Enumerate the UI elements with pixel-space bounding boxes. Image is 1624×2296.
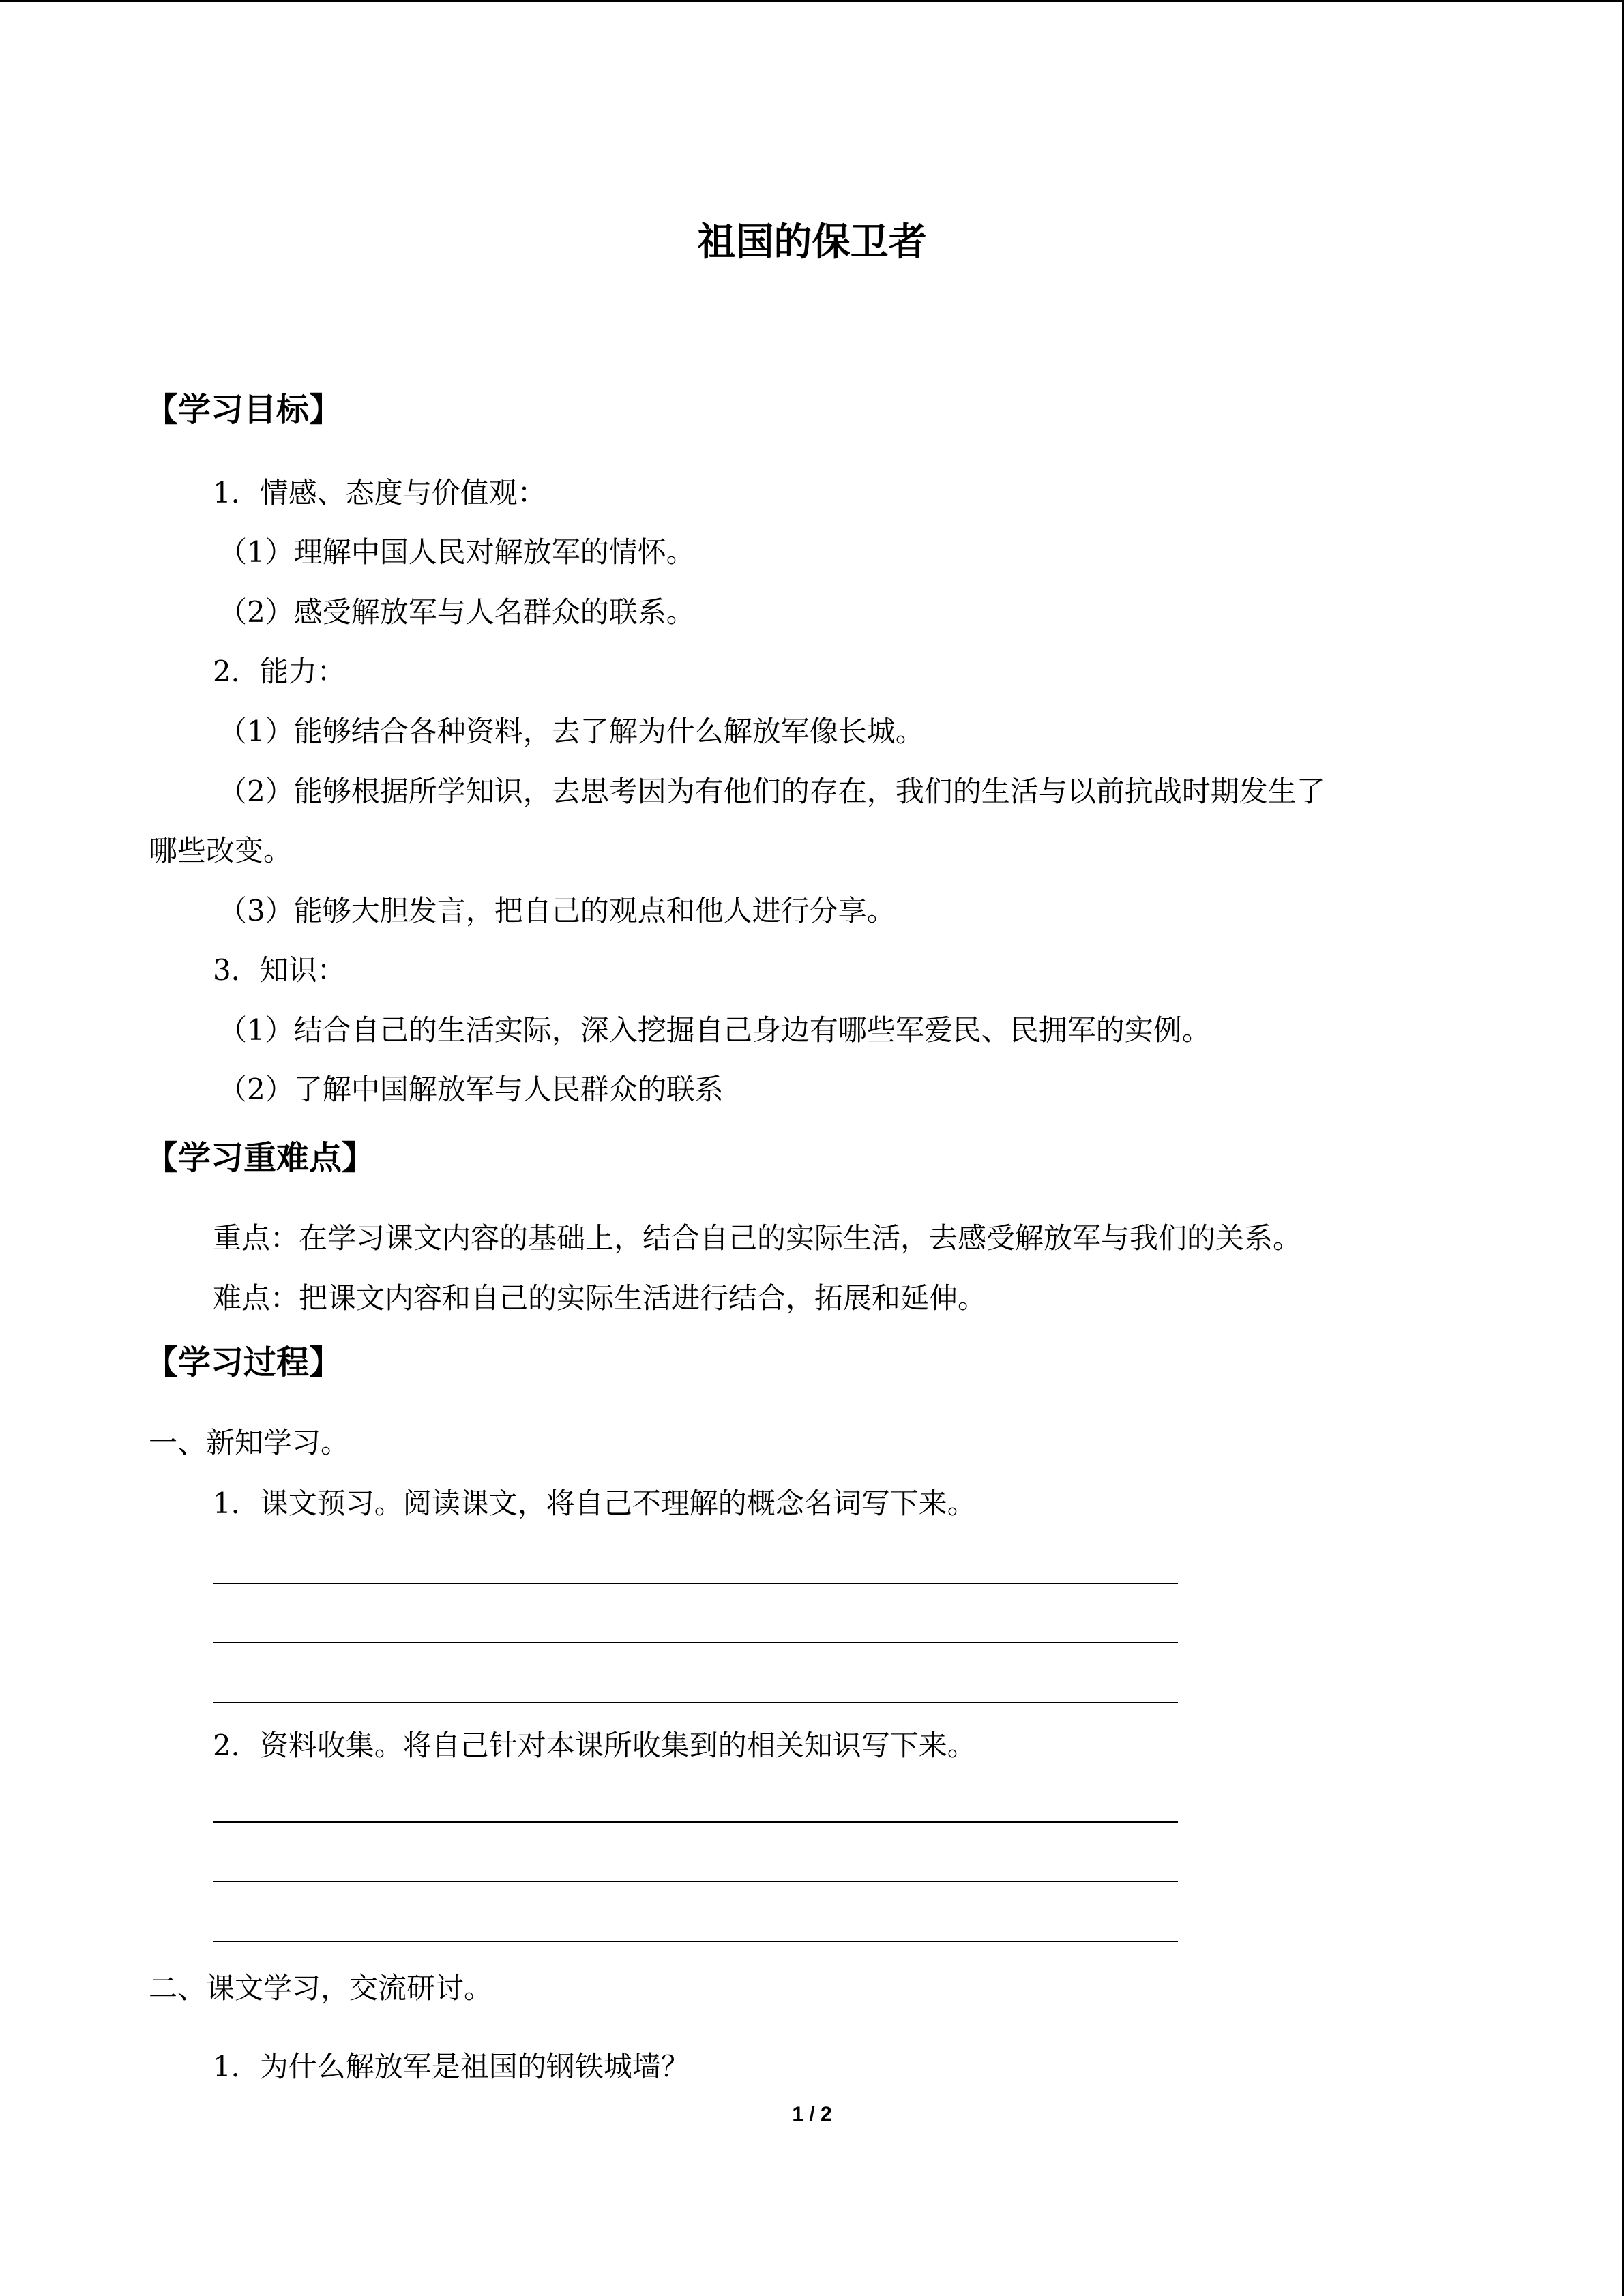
objective-item-continued: 哪些改变。 — [149, 834, 293, 867]
objective-item: （1）理解中国人民对解放军的情怀。 — [218, 535, 695, 569]
page-title: 祖国的保卫者 — [697, 220, 927, 265]
keypoint-item: 重点：在学习课文内容的基础上，结合自己的实际生活，去感受解放军与我们的关系。 — [213, 1221, 1302, 1255]
objective-item: （1）结合自己的生活实际，深入挖掘自己身边有哪些军爱民、民拥军的实例。 — [218, 1013, 1211, 1047]
process-part-one: 一、新知学习。 — [149, 1426, 350, 1459]
objective-item: （2）了解中国解放军与人民群众的联系 — [218, 1073, 724, 1106]
process-heading: 【学习过程】 — [145, 1343, 342, 1382]
answer-line — [213, 1583, 1178, 1584]
objective-item: （1）能够结合各种资料，去了解为什么解放军像长城。 — [218, 715, 924, 748]
answer-line — [213, 1642, 1178, 1643]
objectives-heading: 【学习目标】 — [145, 391, 342, 429]
objective-item: 1．情感、态度与价值观： — [213, 476, 546, 509]
keypoints-heading: 【学习重难点】 — [145, 1139, 375, 1177]
task-preview: 1．课文预习。阅读课文，将自己不理解的概念名词写下来。 — [213, 1487, 976, 1520]
answer-line — [213, 1881, 1178, 1882]
objective-item: （2）感受解放军与人名群众的联系。 — [218, 595, 695, 629]
answer-line — [213, 1941, 1178, 1942]
objective-item: 2．能力： — [213, 655, 346, 688]
objective-item: （2）能够根据所学知识，去思考因为有他们的存在，我们的生活与以前抗战时期发生了 — [218, 775, 1325, 808]
process-part-two: 二、课文学习，交流研讨。 — [149, 1971, 493, 2005]
question-item: 1．为什么解放军是祖国的钢铁城墙？ — [213, 2050, 690, 2083]
answer-line — [213, 1821, 1178, 1823]
task-material-collection: 2．资料收集。将自己针对本课所收集到的相关知识写下来。 — [213, 1729, 976, 1762]
objective-item: （3）能够大胆发言，把自己的观点和他人进行分享。 — [218, 894, 896, 927]
answer-line — [213, 1702, 1178, 1703]
keypoint-item: 难点：把课文内容和自己的实际生活进行结合，拓展和延伸。 — [213, 1281, 987, 1315]
objective-item: 3．知识： — [213, 953, 346, 987]
page-number: 1 / 2 — [792, 2103, 832, 2126]
